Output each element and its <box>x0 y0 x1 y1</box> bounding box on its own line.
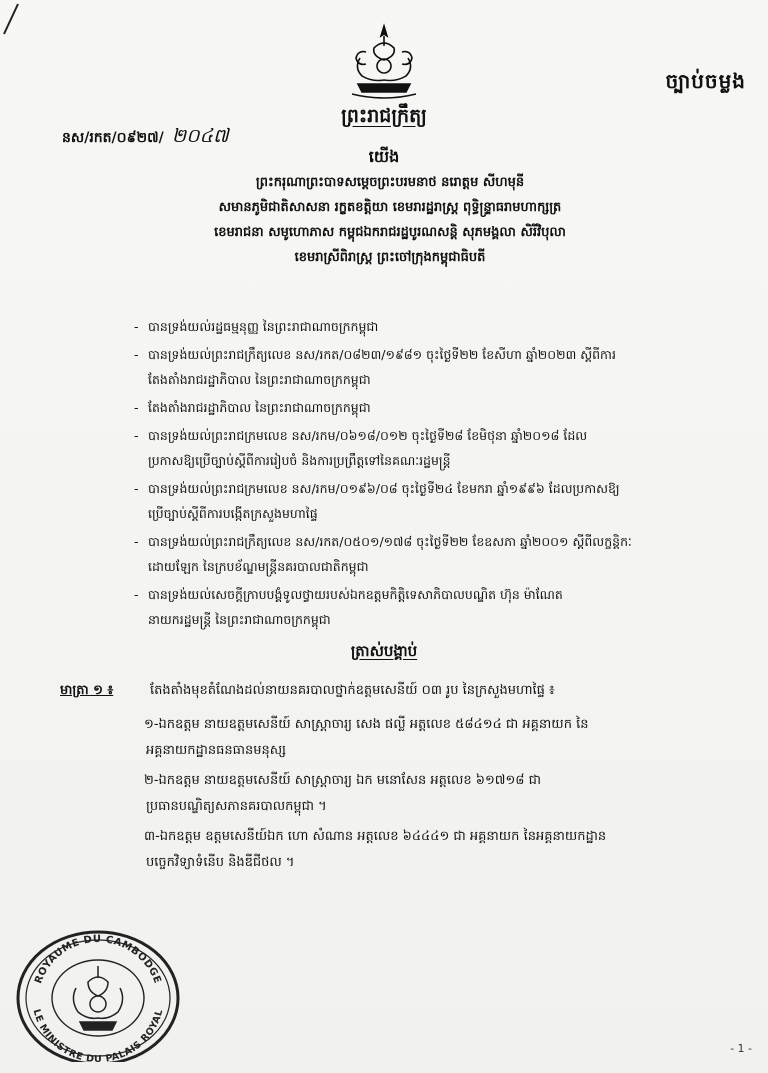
preamble-line: - បានទ្រង់យល់ព្រះរាជក្រឹត្យលេខ នស/រកត/០៨២៣/១៩៨១ ចុះថ្ងៃទី២២ ខែសីហា ឆ្នាំ២០២៣ ស្តីពីការ <box>148 347 616 362</box>
svg-text:LE MINISTRE DU PALAIS ROYAL <box>31 1008 166 1062</box>
appointment-item <box>144 768 720 820</box>
appointment-line: ២-ឯកឧត្តម នាយឧត្តមសេនីយ៍ សាស្ត្រាចារ្យ ឯក មនោសែន អត្តលេខ ៦១៧១៨ ជា <box>144 773 542 788</box>
reference-code: នស/រកត/០៩២៧/ <box>62 130 164 146</box>
preamble-line: - បានទ្រង់យល់ព្រះរាជក្រឹត្យលេខ នស/រកត/០៥០១/១៧៨ ចុះថ្ងៃទី២២ ខែឧសភា ឆ្នាំ២០០១ ស្តីពីលក្ខន្តិកៈ <box>148 534 632 549</box>
decides-heading: ត្រាស់បង្គាប់ <box>350 642 418 660</box>
preamble-line: - បានទ្រង់យល់ព្រះរាជក្រមលេខ នស/រកម/០៦១៨/០១២ ចុះថ្ងៃទី២៨ ខែមិថុនា ឆ្នាំ២០១៨ ដែល <box>148 428 588 443</box>
appointment-line: បច្ចេកវិទ្យាទំនើប និងឌីជីថល ។ <box>146 855 295 870</box>
preamble-line: - តែងតាំងរាជរដ្ឋាភិបាល នៃព្រះរាជាណាចក្រកម្ពុជា <box>148 400 371 415</box>
preamble-line: ប្រើច្បាប់ស្តីពីការបង្កើតក្រសួងមហាផ្ទៃ <box>148 506 318 521</box>
page-number: - 1 - <box>730 1042 752 1055</box>
appointment-line: ប្រធានបណ្ឌិត្យសភានគរបាលកម្ពុជា ។ <box>146 799 327 814</box>
preamble-item <box>134 342 720 392</box>
pen-mark <box>0 0 40 40</box>
document-title: ព្រះរាជក្រឹត្យ <box>341 105 427 127</box>
preamble-item <box>134 395 720 420</box>
honorific-line: ខេមរាស្រីពិរាស្ត្រ ព្រះចៅក្រុងកម្ពុជាធិបតី <box>294 250 486 265</box>
preamble-item <box>134 423 720 473</box>
preamble-line: ប្រកាសឱ្យប្រើច្បាប់ស្តីពីការរៀបចំ និងការប្រព្រឹត្តទៅនៃគណៈរដ្ឋមន្ត្រី <box>148 453 451 468</box>
article-1 <box>60 678 720 880</box>
article-heading-row <box>60 678 720 704</box>
preamble-list <box>134 314 720 635</box>
honorific-line: ព្រះករុណាព្រះបាទសម្តេចព្រះបរមនាថ នរោត្តម សីហមុនី <box>255 175 525 190</box>
honorific-line: សមានភូមិជាតិសាសនា រក្ខតខត្តិយា ខេមរារដ្ឋរាស្ត្រ ពុទ្ធិន្ទ្រាធរាមហាក្សត្រ <box>218 200 562 215</box>
preamble-item <box>134 476 720 526</box>
preamble-line: នាយករដ្ឋមន្ត្រី នៃព្រះរាជាណាចក្រកម្ពុជា <box>148 612 331 627</box>
appointment-list <box>144 712 720 876</box>
preamble-line: តែងតាំងរាជរដ្ឋាភិបាល នៃព្រះរាជាណាចក្រកម្ពុជា <box>148 372 371 387</box>
appointment-line: ៣-ឯកឧត្តម ឧត្តមសេនីយ៍ឯក ហោ សំណាន អត្តលេខ ៦៤៤៤១ ជា អគ្គនាយក នៃអគ្គនាយកដ្ឋាន <box>144 829 607 844</box>
appointment-item <box>144 712 720 764</box>
preamble-item <box>134 314 720 339</box>
preamble-line: - បានទ្រង់យល់ព្រះរាជក្រមលេខ នស/រកម/០១៩៦/០៨ ចុះថ្ងៃទី២៤ ខែមករា ឆ្នាំ១៩៩៦ ដែលប្រកាសឱ្យ <box>148 481 620 496</box>
seal-text-top: ROYAUME DU CAMBODGE <box>33 933 163 986</box>
appointment-line: ១-ឯកឧត្តម នាយឧត្តមសេនីយ៍ សាស្ត្រាចារ្យ សេង ផល្លី អត្តលេខ ៥៨៤១៤ ជា អគ្គនាយក នៃ <box>144 717 589 732</box>
preamble-item <box>134 529 720 579</box>
article-label: មាត្រា ១ ៖ <box>60 683 114 698</box>
copy-stamp: ច្បាប់ចម្លង <box>665 69 746 93</box>
preamble-line: ដោយឡែក នៃក្របខ័ណ្ឌមន្ត្រីនគរបាលជាតិកម្ពុជា <box>148 559 369 574</box>
royal-crest-icon <box>344 22 424 100</box>
seal-text-bottom: LE MINISTRE DU PALAIS ROYAL <box>30 1008 166 1062</box>
preamble-line: - បានទ្រង់យល់សេចក្តីក្រាបបង្គំទូលថ្វាយរបស់ឯកឧត្តមកិត្តិទេសាភិបាលបណ្ឌិត ហ៊ុន ម៉ាណែត <box>148 587 563 602</box>
appointment-item <box>144 824 720 876</box>
reference-handwritten: ២០៤៧ <box>171 125 229 147</box>
we-heading: យើង <box>368 147 400 166</box>
royal-palace-seal <box>10 926 186 1062</box>
preamble-item <box>134 582 720 632</box>
appointment-line: អគ្គនាយកដ្ឋានធនធានមនុស្ស <box>146 743 287 758</box>
article-text: តែងតាំងមុខតំណែងដល់នាយនគរបាលថ្នាក់ឧត្តមសេនីយ៍ ០៣ រូប នៃក្រសួងមហាផ្ទៃ ៖ <box>150 683 555 698</box>
royal-honorific <box>120 170 660 270</box>
preamble-line: - បានទ្រង់យល់រដ្ឋធម្មនុញ្ញ នៃព្រះរាជាណាចក្រកម្ពុជា <box>148 319 379 334</box>
honorific-line: ខេមរាជនា សមូហោភាស កម្ពុជឯករាជរដ្ឋបូរណសន្តិ សុភមង្គលា សិរីវិបុលា <box>214 225 566 240</box>
